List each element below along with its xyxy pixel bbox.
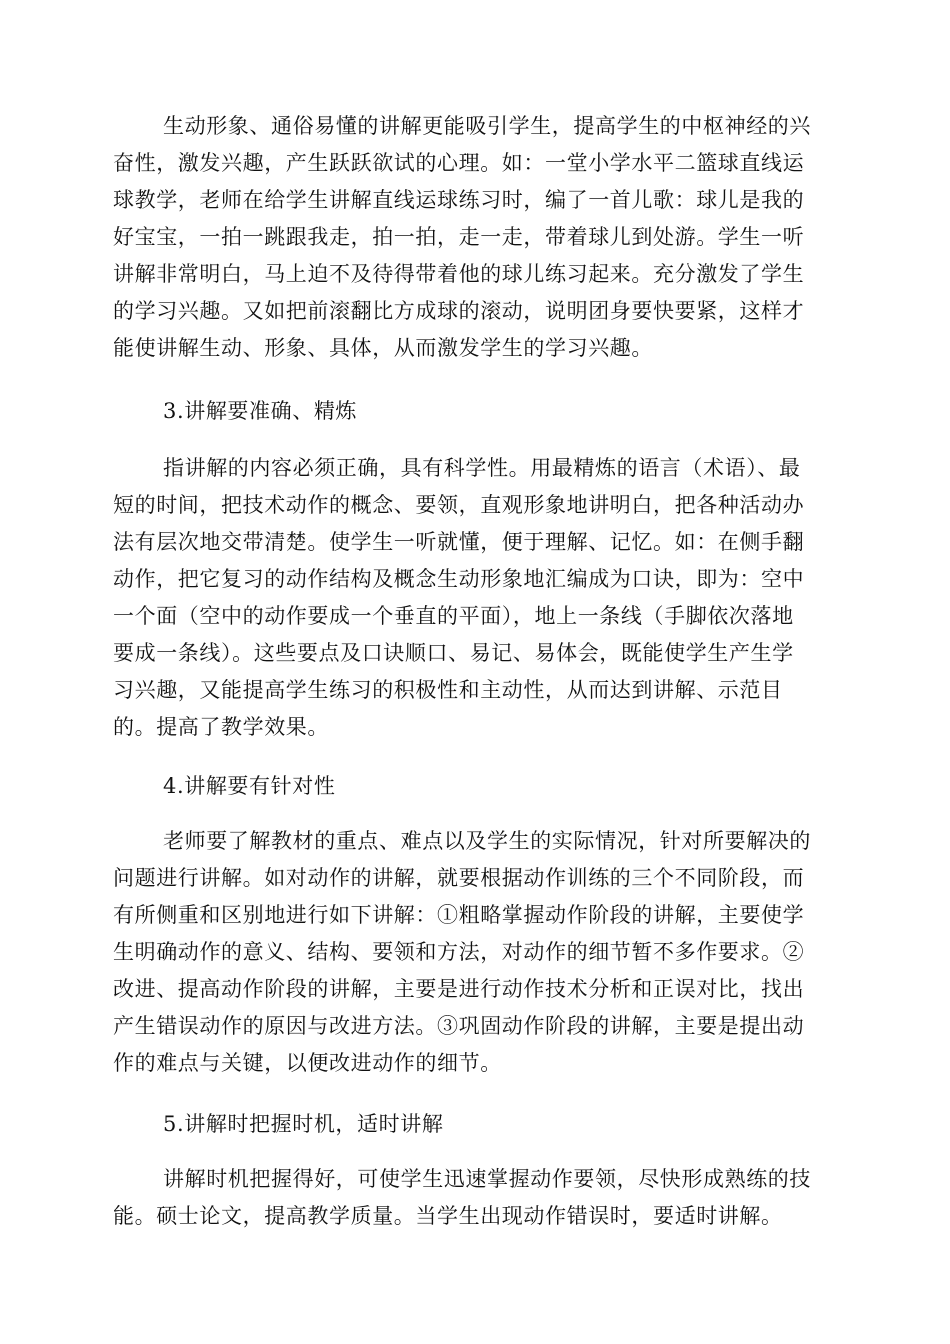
paragraph-line: 问题进行讲解。如对动作的讲解，就要根据动作训练的三个不同阶段，而: [113, 866, 805, 890]
paragraph-line: 讲解时机把握得好，可使学生迅速掌握动作要领，尽快形成熟练的技: [163, 1167, 811, 1191]
paragraph-timing: [113, 1161, 835, 1235]
section-heading-4: 4.讲解要有针对性: [163, 774, 336, 798]
paragraph-line: 作的难点与关键，以便改进动作的细节。: [113, 1051, 502, 1075]
paragraph-line: 好宝宝，一拍一跳跟我走，拍一拍，走一走，带着球儿到处游。学生一听: [113, 225, 805, 249]
paragraph-line: 的。提高了教学效果。: [113, 715, 329, 739]
paragraph-line: 产生错误动作的原因与改进方法。③巩固动作阶段的讲解，主要是提出动: [113, 1014, 805, 1038]
paragraph-line: 改进、提高动作阶段的讲解，主要是进行动作技术分析和正误对比，找出: [113, 977, 805, 1001]
paragraph-line: 老师要了解教材的重点、难点以及学生的实际情况，针对所要解决的: [163, 829, 811, 853]
section-heading-3: 3.讲解要准确、精炼: [163, 399, 358, 423]
paragraph-line: 动作，把它复习的动作结构及概念生动形象地汇编成为口诀，即为：空中: [113, 567, 805, 591]
paragraph-vivid-explanation: [113, 108, 835, 367]
paragraph-line: 球教学，老师在给学生讲解直线运球练习时，编了一首儿歌：球儿是我的: [113, 188, 805, 212]
paragraph-line: 生动形象、通俗易懂的讲解更能吸引学生，提高学生的中枢神经的兴: [163, 114, 811, 138]
paragraph-line: 能使讲解生动、形象、具体，从而激发学生的学习兴趣。: [113, 336, 653, 360]
paragraph-line: 能。硕士论文，提高教学质量。当学生出现动作错误时，要适时讲解。: [113, 1204, 783, 1228]
paragraph-line: 一个面（空中的动作要成一个垂直的平面），地上一条线（手脚依次落地: [113, 604, 794, 628]
paragraph-line: 短的时间，把技术动作的概念、要领，直观形象地讲明白，把各种活动办: [113, 493, 805, 517]
paragraph-line: 习兴趣，又能提高学生练习的积极性和主动性，从而达到讲解、示范目: [113, 678, 783, 702]
paragraph-line: 有所侧重和区别地进行如下讲解：①粗略掌握动作阶段的讲解，主要使学: [113, 903, 805, 927]
paragraph-line: 法有层次地交带清楚。使学生一听就懂，便于理解、记忆。如：在侧手翻: [113, 530, 805, 554]
section-heading-5: 5.讲解时把握时机，适时讲解: [163, 1112, 444, 1136]
paragraph-line: 的学习兴趣。又如把前滚翻比方成球的滚动，说明团身要快要紧，这样才: [113, 299, 805, 323]
paragraph-line: 要成一条线）。这些要点及口诀顺口、易记、易体会，既能使学生产生学: [113, 641, 794, 665]
paragraph-targeted: [113, 823, 835, 1082]
paragraph-line: 奋性，激发兴趣，产生跃跃欲试的心理。如：一堂小学水平二篮球直线运: [113, 151, 805, 175]
paragraph-line: 讲解非常明白，马上迫不及待得带着他的球儿练习起来。充分激发了学生: [113, 262, 805, 286]
paragraph-line: 生明确动作的意义、结构、要领和方法，对动作的细节暂不多作要求。②: [113, 940, 805, 964]
paragraph-line: 指讲解的内容必须正确，具有科学性。用最精炼的语言（术语）、最: [163, 456, 801, 480]
paragraph-accurate-concise: [113, 450, 835, 746]
